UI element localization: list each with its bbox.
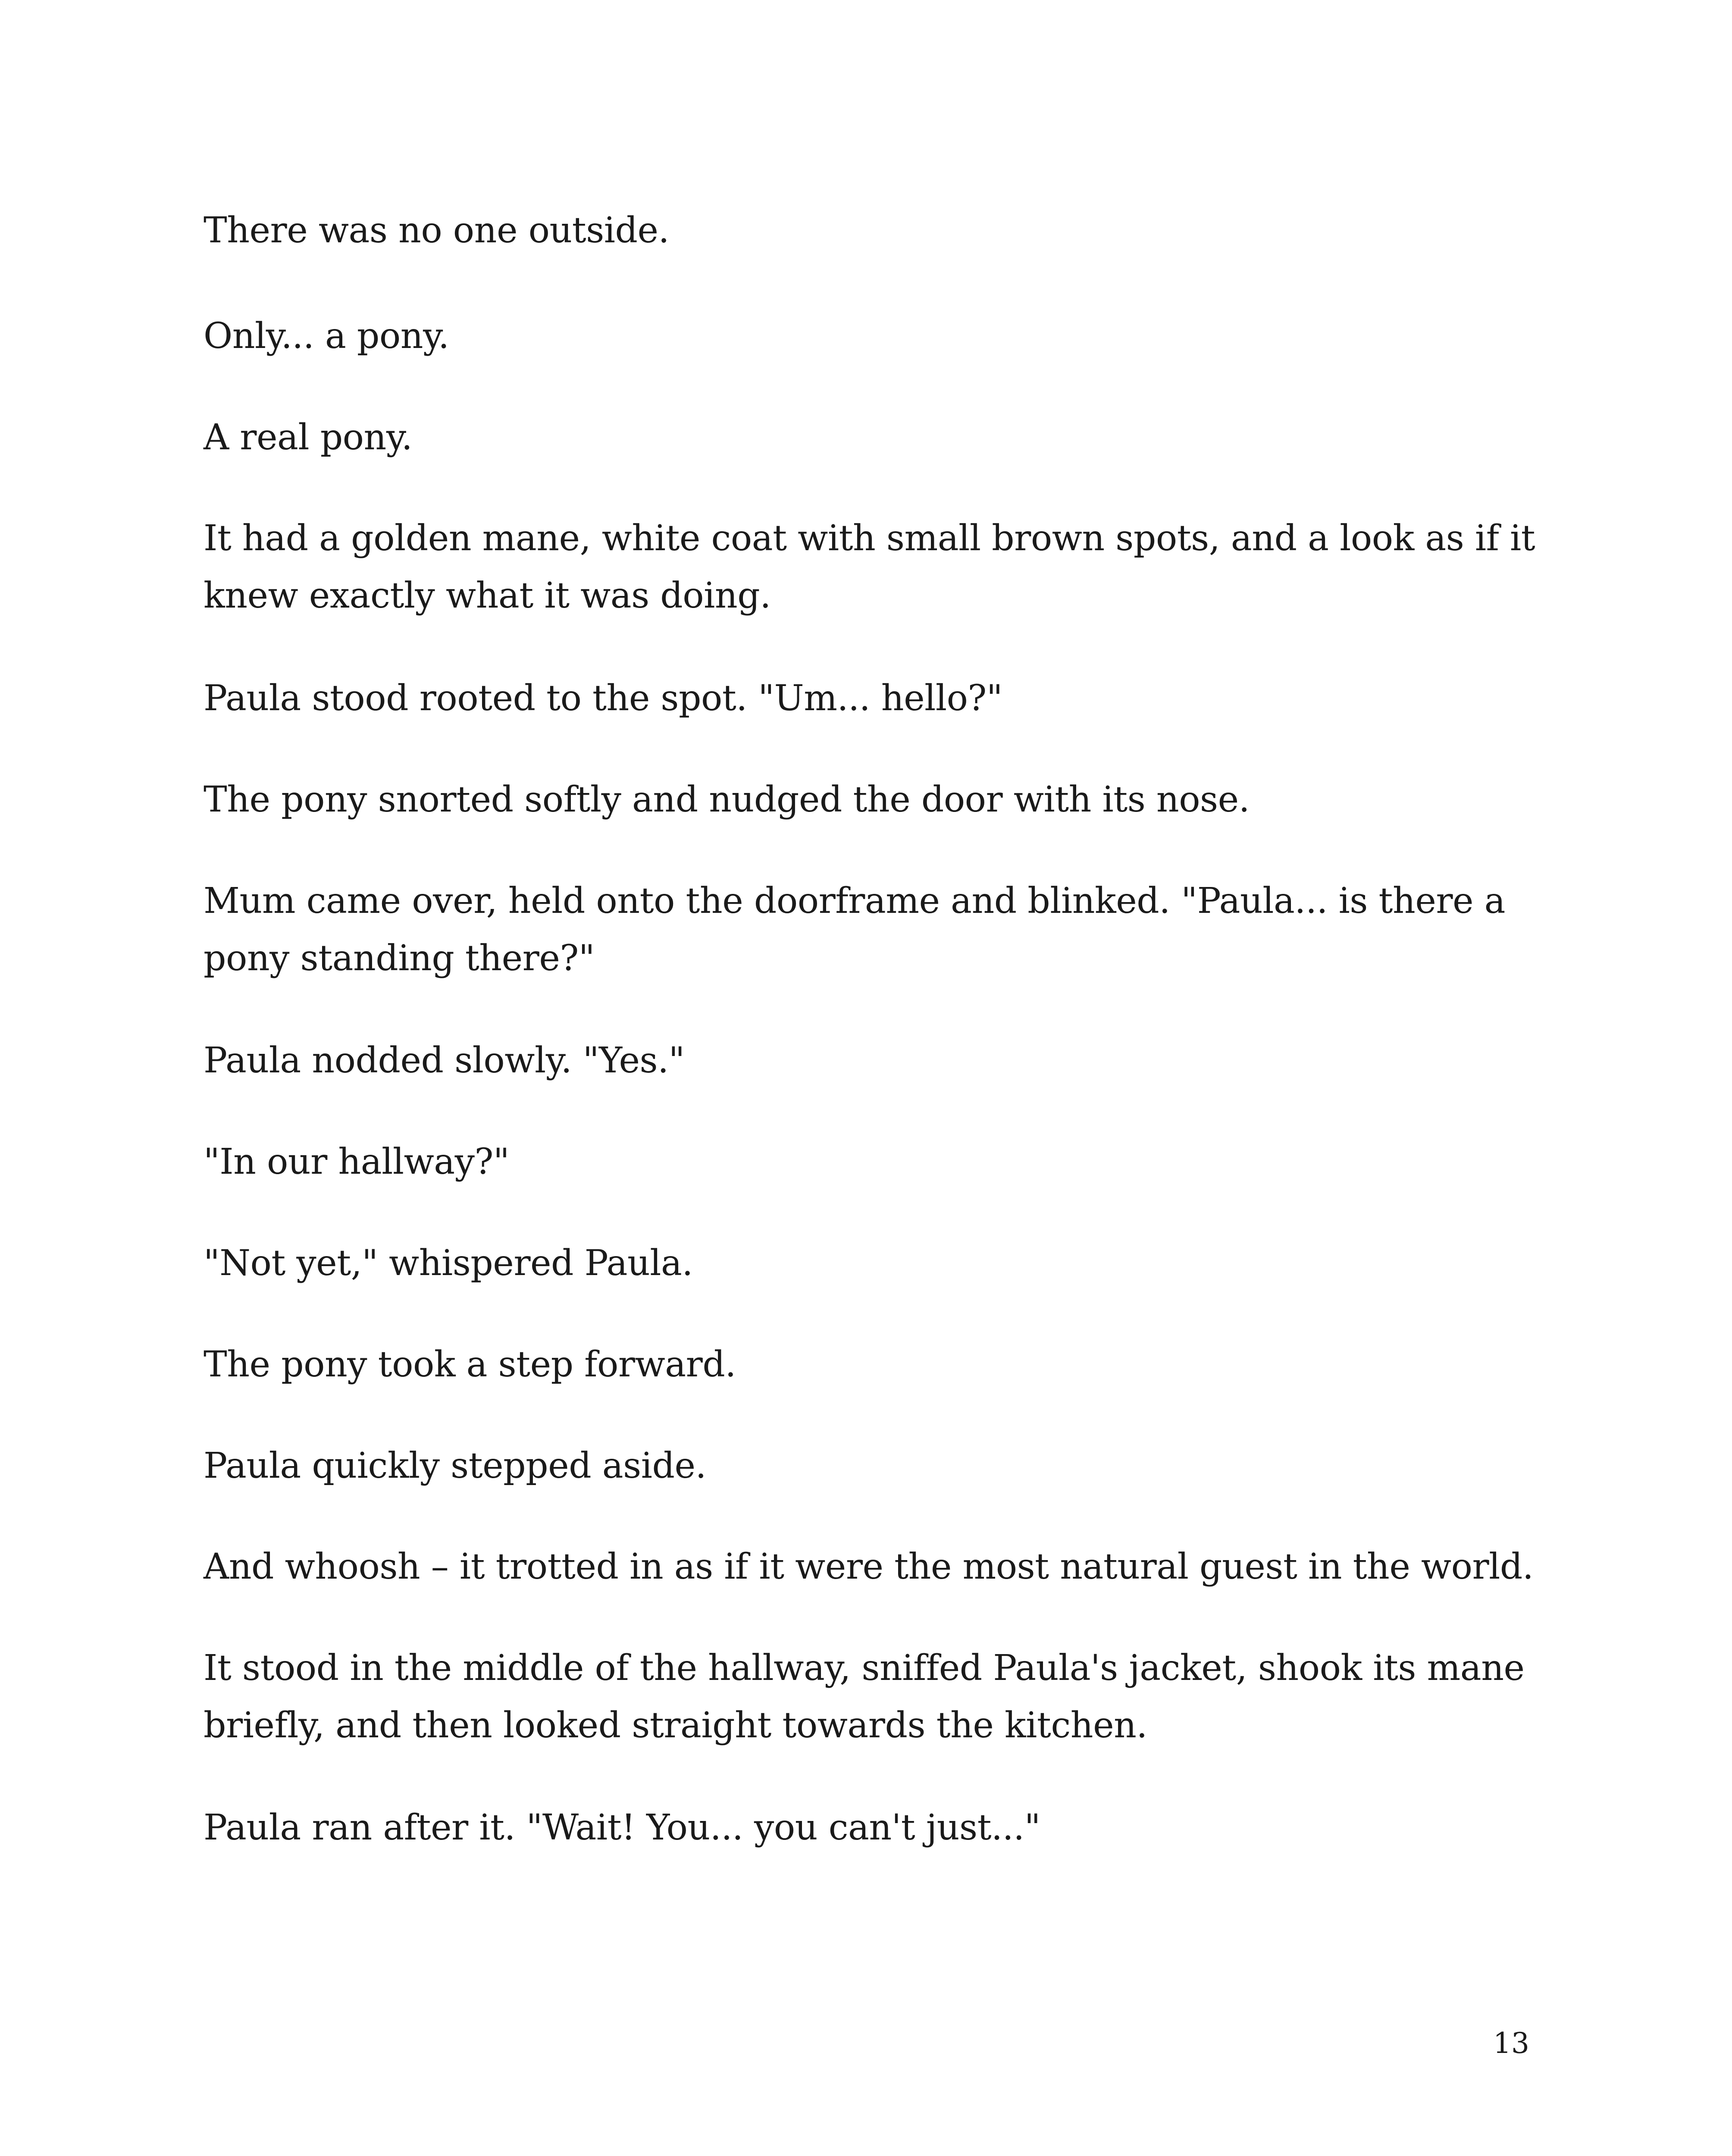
paragraph-2: Only... a pony. [204,316,449,357]
paragraph-6: The pony snorted softly and nudged the door with its nose. [204,779,1250,820]
paragraph-4: It had a golden mane, white coat with small brown spots, and a look as if it knew exactly what it was doing. [204,518,1546,616]
paragraph-15: Paula ran after it. "Wait! You... you can't just..." [204,1807,1040,1848]
paragraph-5: Paula stood rooted to the spot. "Um... hello?" [204,678,1003,719]
page-number: 13 [1493,2027,1529,2060]
paragraph-14: It stood in the middle of the hallway, sniffed Paula's jacket, shook its mane briefly, and then looked straight towards the kitchen. [204,1648,1536,1746]
paragraph-3: A real pony. [204,417,413,458]
paragraph-9: "In our hallway?" [204,1141,510,1182]
paragraph-8: Paula nodded slowly. "Yes." [204,1040,685,1081]
paragraph-10: "Not yet," whispered Paula. [204,1243,693,1284]
paragraph-13: And whoosh – it trotted in as if it were the most natural guest in the world. [204,1546,1534,1587]
paragraph-12: Paula quickly stepped aside. [204,1445,707,1486]
paragraph-7: Mum came over, held onto the doorframe and blinked. "Paula... is there a pony standing there?" [204,881,1516,979]
paragraph-11: The pony took a step forward. [204,1344,736,1385]
paragraph-1: There was no one outside. [204,210,670,251]
